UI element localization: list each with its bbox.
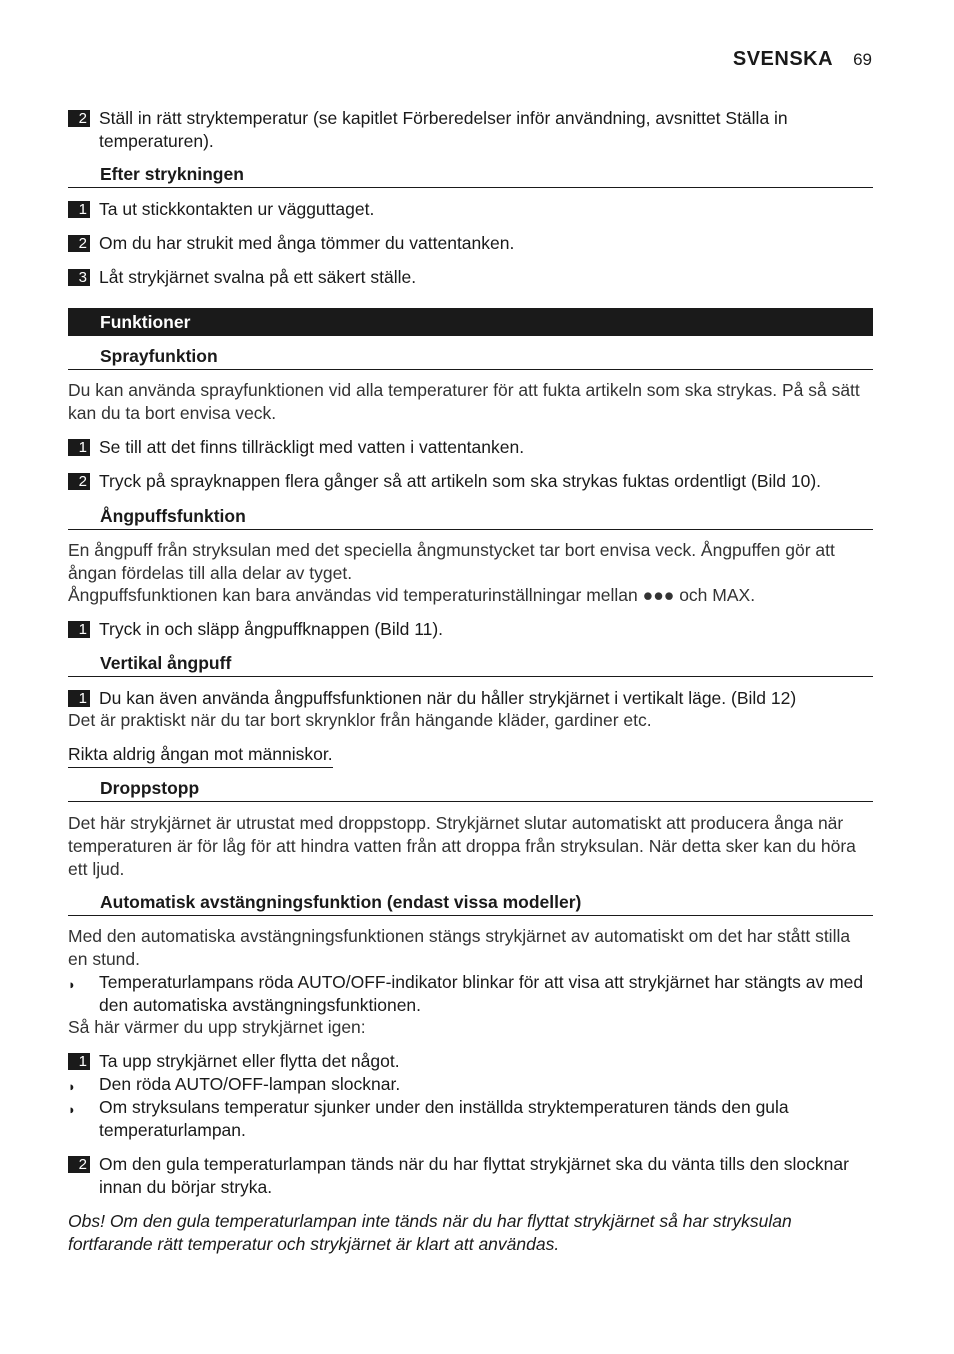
paragraph-spray-intro: Du kan använda sprayfunktionen vid alla temperaturer för att fukta artikeln som ska strykas. På så sätt kan du ta bort envisa veck. — [68, 380, 860, 423]
step-text: Ta upp strykjärnet eller flytta det något. — [99, 1051, 400, 1071]
step-number: 1 — [68, 1053, 90, 1070]
step-unplug — [68, 198, 872, 221]
bullet-text: Den röda AUTO/OFF-lampan slocknar. — [99, 1074, 401, 1094]
step-number: 1 — [68, 201, 90, 218]
page-header — [733, 48, 872, 71]
step-fill-water — [68, 436, 872, 459]
paragraph-reheat: Så här värmer du upp strykjärnet igen: — [68, 1017, 366, 1037]
subheading-auto-off: Automatisk avstängningsfunktion (endast vissa modeller) — [68, 891, 873, 916]
step-text: Om du har strukit med ånga tömmer du vattentanken. — [99, 233, 515, 253]
subheading-efter-strykningen: Efter strykningen — [68, 163, 873, 188]
step-set-temperature — [68, 107, 872, 153]
bullet-auto-off-blinks — [68, 971, 872, 1017]
step-text: Tryck in och släpp ångpuffknappen (Bild 11). — [99, 619, 444, 639]
warning-text: Rikta aldrig ångan mot människor. — [68, 743, 333, 768]
step-vertical-steam — [68, 687, 872, 710]
step-text: Tryck på sprayknappen flera gånger så att artikeln som ska strykas fuktas ordentligt (Bild 10). — [99, 471, 822, 491]
step-text: Ta ut stickkontakten ur vägguttaget. — [99, 199, 375, 219]
paragraph-puff-temperature: Ångpuffsfunktionen kan bara användas vid temperaturinställningar mellan ●●● och MAX. — [68, 585, 756, 605]
subheading-angpuffsfunktion: Ångpuffsfunktion — [68, 505, 873, 530]
bullet-text: Om stryksulans temperatur sjunker under den inställda stryktemperaturen tänds den gula temperaturlampan. — [99, 1097, 789, 1140]
paragraph-puff-intro: En ångpuff från stryksulan med det speciella ångmunstycket tar bort envisa veck. Ångpuffen gör att ångan fördelas till alla delar av tyget. — [68, 540, 835, 583]
step-wait-for-light — [68, 1153, 872, 1199]
language-label: SVENSKA — [732, 48, 834, 70]
step-number: 1 — [68, 690, 90, 707]
bullet-icon: ◗ — [68, 977, 76, 992]
bullet-icon: ◗ — [68, 1079, 76, 1094]
step-press-puff — [68, 618, 872, 641]
step-number: 2 — [68, 110, 90, 127]
step-text: Ställ in rätt stryktemperatur (se kapitlet Förberedelser inför användning, avsnittet Ställa in temperaturen). — [99, 108, 788, 151]
section-funktioner: Funktioner — [68, 308, 873, 336]
bullet-icon: ◗ — [68, 1102, 76, 1117]
step-text: Se till att det finns tillräckligt med vatten i vattentanken. — [99, 437, 525, 457]
step-cool-down — [68, 266, 872, 289]
step-number: 2 — [68, 473, 90, 490]
step-number: 2 — [68, 1156, 90, 1173]
step-text: Om den gula temperaturlampan tänds när du har flyttat strykjärnet ska du vänta tills den slocknar innan du börjar stryka. — [99, 1154, 849, 1197]
step-empty-tank — [68, 232, 872, 255]
subheading-droppstopp: Droppstopp — [68, 777, 873, 802]
paragraph-auto-intro: Med den automatiska avstängningsfunktionen stängs strykjärnet av automatiskt om det har stått stilla en stund. — [68, 926, 851, 969]
step-number: 1 — [68, 621, 90, 638]
paragraph-vertical-continued: Det är praktiskt när du tar bort skrynklor från hängande kläder, gardiner etc. — [68, 710, 652, 730]
note-text: Obs! Om den gula temperaturlampan inte tänds när du har flyttat strykjärnet så har stryksulan fortfarande rätt temperatur och strykjärnet är klart att användas. — [68, 1211, 792, 1254]
subheading-sprayfunktion: Sprayfunktion — [68, 345, 873, 370]
bullet-light-off — [68, 1073, 872, 1098]
bullet-text: Temperaturlampans röda AUTO/OFF-indikator blinkar för att visa att strykjärnet har stängts av med den automatiska avstängningsfunktionen. — [99, 972, 864, 1015]
step-number: 2 — [68, 235, 90, 252]
step-number: 3 — [68, 269, 90, 286]
paragraph-droppstopp: Det här strykjärnet är utrustat med droppstopp. Strykjärnet slutar automatiskt att producera ånga när temperaturen är för låg för att hindra vatten från att droppa från stryksulan. När detta sker kan du höra ett ljud. — [68, 813, 856, 879]
subheading-vertikal-angpuff: Vertikal ångpuff — [68, 652, 873, 677]
step-text: Du kan även använda ångpuffsfunktionen när du håller strykjärnet i vertikalt läge. (Bild 12) — [99, 688, 797, 708]
bullet-temperature-light — [68, 1096, 872, 1142]
step-text: Låt strykjärnet svalna på ett säkert ställe. — [99, 267, 417, 287]
step-number: 1 — [68, 439, 90, 456]
step-move-iron — [68, 1050, 872, 1073]
page-number: 69 — [853, 50, 872, 69]
step-press-spray — [68, 470, 872, 493]
